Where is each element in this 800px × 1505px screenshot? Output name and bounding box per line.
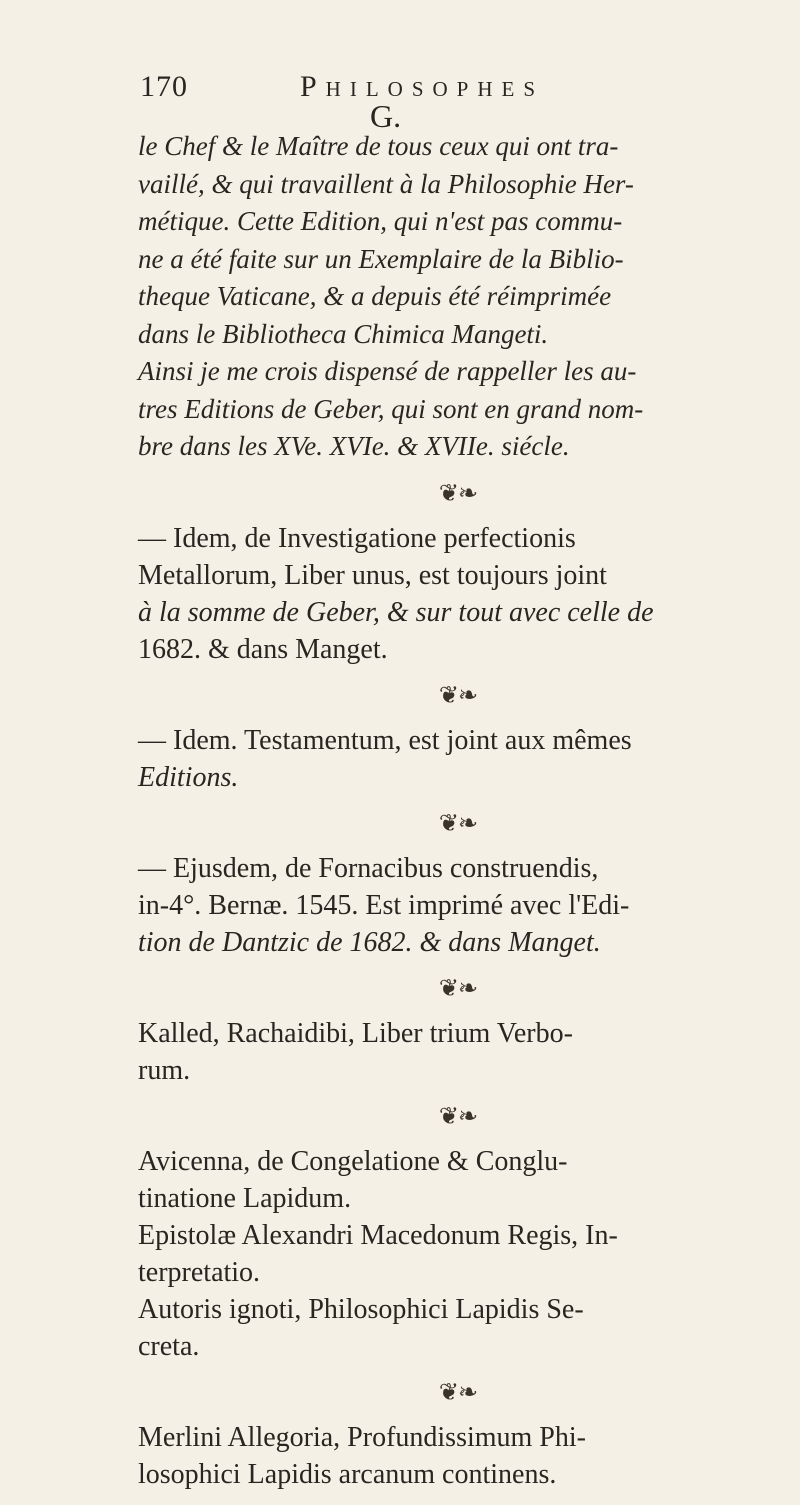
text-line: Metallorum, Liber unus, est toujours joint [138,559,607,591]
text-line: tion de Dantzic de 1682. & dans Manget. [138,926,601,958]
ornament-divider: ❦❧ [438,682,478,709]
entry-investigatione [138,520,778,668]
text-line: creta. [138,1330,200,1362]
text-line: Merlini Allegoria, Profundissimum Phi- [138,1421,586,1453]
text-line: — Idem. Testamentum, est joint aux mêmes [138,724,632,756]
text-line: bre dans les XVe. XVIe. & XVIIe. siécle. [138,431,570,461]
text-line: terpretatio. [138,1256,261,1288]
text-line: Avicenna, de Congelatione & Conglu- [138,1145,568,1177]
text-line: rum. [138,1054,191,1086]
text-line: Autoris ignoti, Philosophici Lapidis Se- [138,1293,584,1325]
text-line: 1682. & dans Manget. [138,633,388,665]
ornament-divider: ❦❧ [438,810,478,837]
paragraph-geber-editions [138,128,778,466]
text-line: tres Editions de Geber, qui sont en grand nom- [138,393,644,424]
page-body [138,128,778,1493]
text-line: dans le Bibliotheca Chimica Mangeti. [138,318,549,349]
text-line: Editions. [138,761,239,793]
text-line: à la somme de Geber, & sur tout avec celle de [138,596,654,628]
text-line: tinatione Lapidum. [138,1182,352,1214]
entry-merlini [138,1419,778,1493]
entry-kalled [138,1015,778,1089]
text-line: Ainsi je me crois dispensé de rappeller les au- [138,356,637,386]
text-line: Epistolæ Alexandri Macedonum Regis, In- [138,1219,618,1251]
text-line: le Chef & le Maître de tous ceux qui ont tra- [138,131,619,161]
text-line: in-4°. Bernæ. 1545. Est imprimé avec l'Edi- [138,889,630,921]
ornament-divider: ❦❧ [438,975,478,1002]
ornament-divider: ❦❧ [438,1103,478,1130]
text-line: métique. Cette Edition, qui n'est pas commu- [138,206,623,236]
text-line: vaillé, & qui travaillent à la Philosophie Her- [138,168,634,199]
text-line: Kalled, Rachaidibi, Liber trium Verbo- [138,1017,573,1049]
text-line: ne a été faite sur un Exemplaire de la Biblio- [138,243,624,274]
ornament-divider: ❦❧ [438,480,478,507]
entry-testamentum [138,722,778,796]
text-line: theque Vaticane, & a depuis été réimprimée [138,281,612,311]
entry-avicenna [138,1143,778,1365]
running-head: Philosophes [300,70,545,103]
ornament-divider: ❦❧ [438,1379,478,1406]
section-letter: G. [370,98,402,134]
text-line: — Idem, de Investigatione perfectionis [138,522,576,554]
page-number: 170 [140,70,188,103]
text-line: losophici Lapidis arcanum continens. [138,1458,557,1490]
text-line: — Ejusdem, de Fornacibus construendis, [138,852,599,884]
entry-fornacibus [138,850,778,961]
